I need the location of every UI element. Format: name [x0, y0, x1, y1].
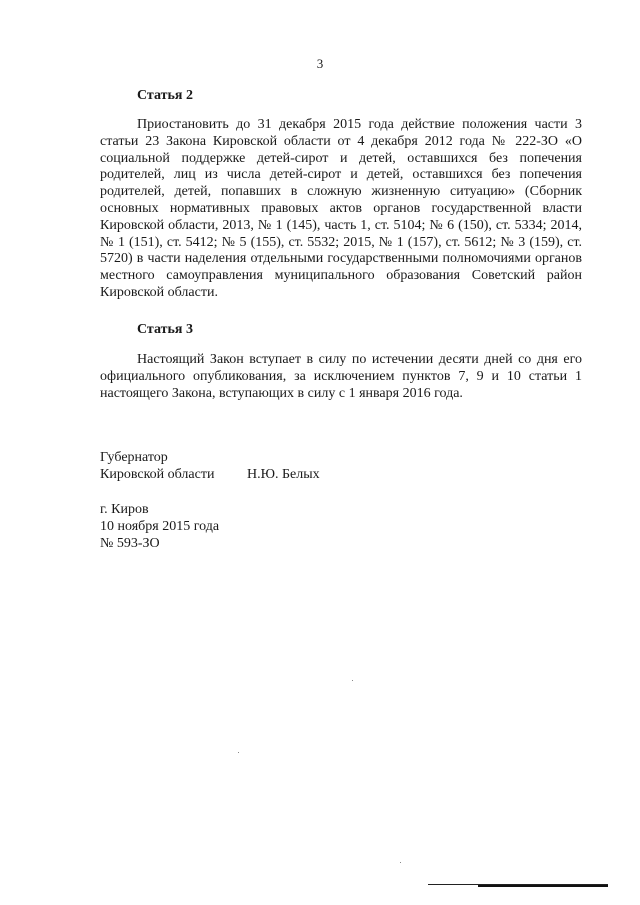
law-number: № 593-ЗО	[100, 536, 160, 551]
bottom-rule-bold	[478, 885, 608, 887]
article-2-text: Приостановить до 31 декабря 2015 года действие положения части 3 статьи 23 Закона Кировской области от 4 декабря 2012 года № 222-ЗО «О социальной поддержке детей-сирот и детей, оставшихся без попечения родителей, лиц из числа детей-сирот и детей, оставшихся без попечения родителей, детей, попавших в сложную жизненную ситуацию» (Сборник основных нормативных правовых актов органов государственной власти Кировской области, 2013, № 1 (145), часть 1, ст. 5104; № 6 (150), ст. 5334; 2014, № 1 (151), ст. 5412; № 5 (155), ст. 5532; 2015, № 1 (157), ст. 5612; № 3 (159), ст. 5720) в части наделения отдельными государственными полномочиями органов местного самоуправления муниципального образования Советский район Кировской области.	[100, 117, 582, 300]
scan-speck	[400, 862, 401, 863]
signing-date: 10 ноября 2015 года	[100, 519, 220, 534]
article-3-heading: Статья 3	[137, 322, 193, 337]
scan-speck	[238, 752, 239, 753]
signatory-name: Н.Ю. Белых	[247, 467, 320, 482]
signatory-title: Губернатор	[100, 450, 168, 465]
signing-place: г. Киров	[100, 502, 149, 517]
article-2-heading: Статья 2	[137, 88, 193, 103]
scan-speck	[352, 680, 353, 681]
article-3-text: Настоящий Закон вступает в силу по истечении десяти дней со дня его официального опубликования, за исключением пунктов 7, 9 и 10 статьи 1 настоящего Закона, вступающих в силу с 1 января 2016 года.	[100, 352, 582, 401]
page-number: 3	[316, 56, 324, 71]
signatory-region: Кировской области	[100, 467, 215, 482]
